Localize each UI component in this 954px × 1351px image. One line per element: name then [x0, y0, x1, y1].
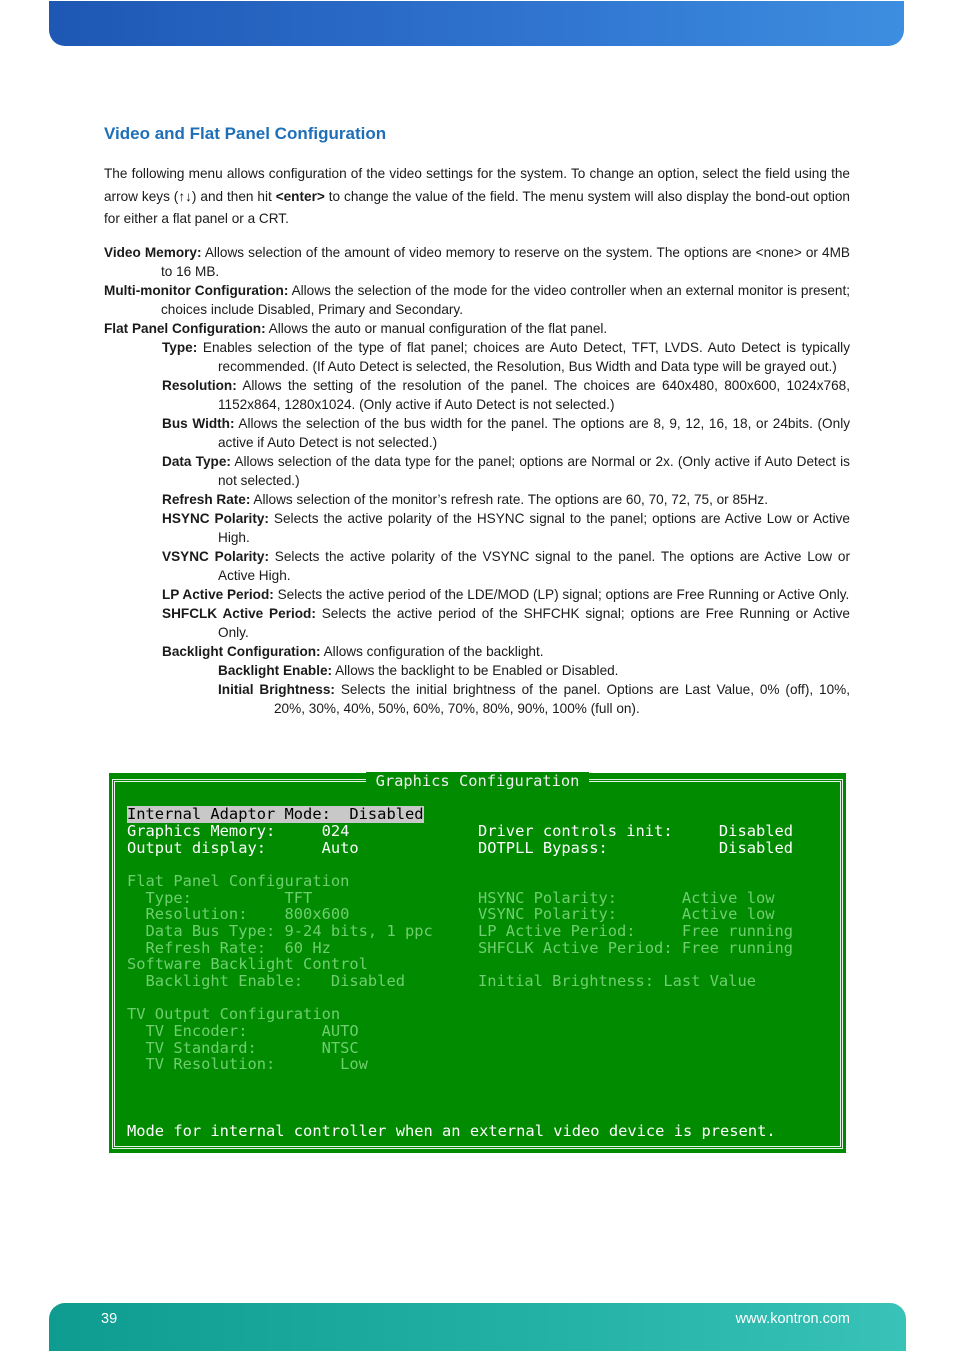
- def-backlight-enable: [218, 661, 850, 680]
- def-term: Refresh Rate:: [162, 492, 251, 507]
- section-title: Video and Flat Panel Configuration: [104, 124, 387, 143]
- def-resolution: [162, 376, 850, 414]
- def-refresh-rate: [162, 490, 850, 509]
- bios-vsync-polarity: VSYNC Polarity: Active low: [478, 905, 775, 923]
- def-text: Allows selection of the data type for the panel; options are Normal or 2x. (Only active if Auto Detect is not selected.): [218, 454, 850, 488]
- def-text: Allows the auto or manual configuration of the flat panel.: [265, 321, 608, 336]
- bios-tv-encoder: TV Encoder: AUTO: [127, 1022, 359, 1040]
- def-text: Selects the active polarity of the VSYNC signal to the panel. The options are Active Low or Active High.: [218, 549, 851, 583]
- definition-list: [104, 243, 850, 718]
- header-banner: [49, 1, 904, 46]
- bios-lp-active-period: LP Active Period: Free running: [478, 922, 794, 940]
- intro-text-1: The following menu allows configuration of the video settings for the system. To change an option, select the field using the arrow keys (↑↓) and then hit: [104, 166, 850, 204]
- def-initial-brightness: [218, 680, 850, 718]
- bios-refresh-rate: Refresh Rate: 60 Hz: [127, 939, 331, 957]
- bios-hsync-polarity: HSYNC Polarity: Active low: [478, 889, 775, 907]
- def-term: Backlight Enable:: [218, 663, 333, 678]
- def-text: Selects the initial brightness of the panel. Options are Last Value, 0% (off), 10%, 20%, 30%, 40%, 50%, 60%, 70%, 80%, 90%, 100% (full on).: [274, 682, 851, 716]
- bios-help-line: Mode for internal controller when an external video device is present.: [127, 1122, 776, 1140]
- def-text: Allows the backlight to be Enabled or Disabled.: [332, 663, 619, 678]
- bios-output-display[interactable]: Output display: Auto: [127, 839, 359, 857]
- def-lp-active-period: [162, 585, 850, 604]
- def-text: Allows the setting of the resolution of the panel. The choices are 640x480, 800x600, 1024x768, 1152x864, 1280x1024. (Only active if Auto Detect is not selected.): [218, 378, 850, 412]
- def-text: Selects the active polarity of the HSYNC signal to the panel; options are Active Low or Active High.: [218, 511, 850, 545]
- bios-tv-resolution: TV Resolution: Low: [127, 1055, 368, 1073]
- bios-shfclk-active-period: SHFCLK Active Period: Free running: [478, 939, 794, 957]
- def-text: Enables selection of the type of flat panel; choices are Auto Detect, TFT, LVDS. Auto Detect is typically recommended. (If Auto Detect is selected, the Resolution, Bus Width and Data type will be grayed out.): [197, 340, 850, 374]
- def-text: Allows selection of the monitor’s refresh rate. The options are 60, 70, 72, 75, or 85Hz.: [250, 492, 768, 507]
- def-text: Selects the active period of the LDE/MOD (LP) signal; options are Free Running or Active Only.: [273, 587, 850, 602]
- intro-enter-key: <enter>: [275, 188, 325, 204]
- bios-data-bus-type: Data Bus Type: 9-24 bits, 1 ppc: [127, 922, 433, 940]
- def-term: SHFCLK Active Period:: [162, 606, 316, 621]
- intro-paragraph: [104, 163, 850, 231]
- def-backlight-configuration: [162, 642, 850, 661]
- def-flat-panel: [104, 319, 850, 338]
- def-hsync-polarity: [162, 509, 850, 547]
- def-term: Multi-monitor Configuration:: [104, 283, 289, 298]
- def-term: Resolution:: [162, 378, 237, 393]
- def-type: [162, 338, 850, 376]
- def-term: Initial Brightness:: [218, 682, 335, 697]
- def-term: Type:: [162, 340, 198, 355]
- def-term: Bus Width:: [162, 416, 235, 431]
- def-text: Allows selection of the amount of video memory to reserve on the system. The options are <none> or 4MB to 16 MB.: [161, 245, 850, 279]
- def-shfclk-active-period: [162, 604, 850, 642]
- bios-internal-adaptor-mode[interactable]: Internal Adaptor Mode: Disabled: [127, 805, 424, 823]
- bios-title-text: Graphics Configuration: [366, 772, 590, 790]
- intro-text-2: to change the value of the field. The menu system will also display the bond-out option for either a flat panel or a CRT.: [104, 188, 850, 226]
- def-text: Allows the selection of the mode for the video controller when an external monitor is present; choices include Disabled, Primary and Secondary.: [161, 283, 851, 317]
- bios-initial-brightness: Initial Brightness: Last Value: [478, 972, 756, 990]
- website-link[interactable]: www.kontron.com: [735, 1311, 850, 1327]
- bios-tv-output-header: TV Output Configuration: [127, 1005, 341, 1023]
- bios-graphics-memory[interactable]: Graphics Memory: 024: [127, 822, 350, 840]
- def-text: Selects the active period of the SHFCHK signal; options are Free Running or Active Only.: [218, 606, 850, 640]
- def-bus-width: [162, 414, 850, 452]
- bios-driver-controls-init[interactable]: Driver controls init: Disabled: [478, 822, 794, 840]
- bios-title: [109, 773, 846, 790]
- def-term: LP Active Period:: [162, 587, 274, 602]
- bios-flat-panel-header: Flat Panel Configuration: [127, 872, 350, 890]
- def-vsync-polarity: [162, 547, 850, 585]
- def-data-type: [162, 452, 850, 490]
- def-term: VSYNC Polarity:: [162, 549, 270, 564]
- def-term: HSYNC Polarity:: [162, 511, 269, 526]
- def-term: Flat Panel Configuration:: [104, 321, 266, 336]
- def-term: Video Memory:: [104, 245, 202, 260]
- bios-type: Type: TFT: [127, 889, 313, 907]
- bios-tv-standard: TV Standard: NTSC: [127, 1039, 359, 1057]
- def-text: Allows configuration of the backlight.: [320, 644, 544, 659]
- page-number: 39: [101, 1311, 118, 1327]
- bios-software-backlight: Software Backlight Control: [127, 955, 368, 973]
- bios-dotpll-bypass[interactable]: DOTPLL Bypass: Disabled: [478, 839, 794, 857]
- def-term: Data Type:: [162, 454, 231, 469]
- def-text: Allows the selection of the bus width for the panel. The options are 8, 9, 12, 16, 18, or 24bits. (Only active if Auto Detect is not selected.): [218, 416, 851, 450]
- bios-backlight-enable: Backlight Enable: Disabled: [127, 972, 405, 990]
- def-video-memory: [104, 243, 850, 281]
- def-term: Backlight Configuration:: [162, 644, 321, 659]
- bios-screenshot: [109, 773, 846, 1153]
- bios-resolution: Resolution: 800x600: [127, 905, 350, 923]
- def-multi-monitor: [104, 281, 850, 319]
